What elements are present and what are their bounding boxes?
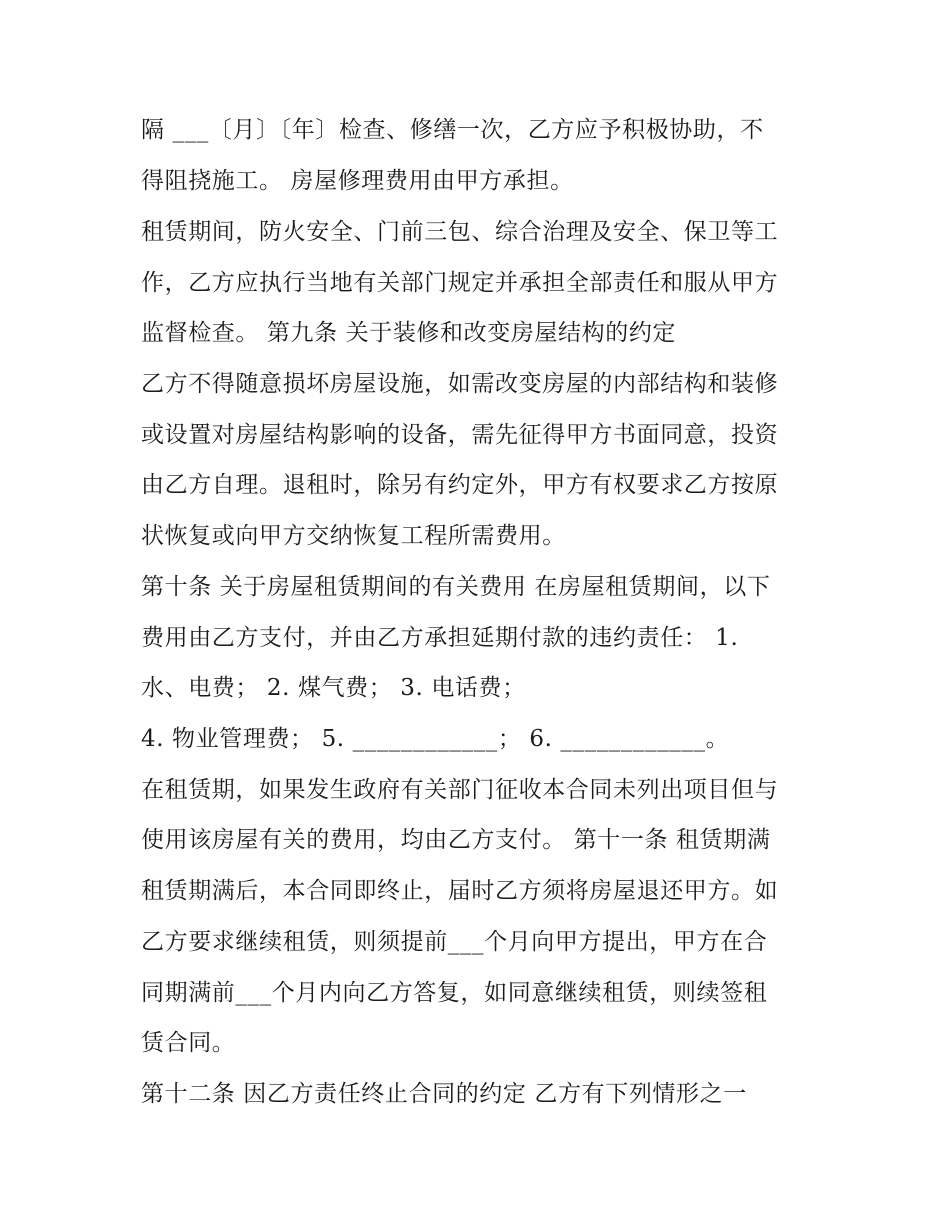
text-line: 水、电费； 2. 煤气费； 3. 电话费； [141, 675, 526, 701]
text-line: 隔 ___〔月〕〔年〕检查、修缮一次，乙方应予积极协助，不 [141, 117, 764, 143]
text-line: 赁合同。 [141, 1030, 236, 1056]
text-line: 费用由乙方支付，并由乙方承担延期付款的违约责任： 1. [141, 625, 739, 651]
text-line: 第十二条 因乙方责任终止合同的约定 乙方有下列情形之一 [141, 1081, 747, 1107]
text-line: 4. 物业管理费； 5. ____________； 6. ____________。 [141, 726, 730, 752]
text-line: 得阻挠施工。 房屋修理费用由甲方承担。 [141, 168, 574, 194]
text-line: 乙方不得随意损坏房屋设施，如需改变房屋的内部结构和装修 [141, 371, 779, 397]
text-line: 乙方要求继续租赁，则须提前___个月向甲方提出，甲方在合 [141, 929, 768, 955]
text-line: 作，乙方应执行当地有关部门规定并承担全部责任和服从甲方 [141, 270, 779, 296]
text-line: 在租赁期，如果发生政府有关部门征收本合同未列出项目但与 [141, 777, 779, 803]
text-line: 第十条 关于房屋租赁期间的有关费用 在房屋租赁期间，以下 [141, 574, 771, 600]
text-line: 状恢复或向甲方交纳恢复工程所需费用。 [141, 523, 566, 549]
text-line: 同期满前___个月内向乙方答复，如同意继续租赁，则续签租 [141, 980, 768, 1006]
text-line: 或设置对房屋结构影响的设备，需先征得甲方书面同意，投资 [141, 422, 779, 448]
text-line: 使用该房屋有关的费用，均由乙方支付。 第十一条 租赁期满 [141, 827, 771, 853]
text-line: 由乙方自理。退租时，除另有约定外，甲方有权要求乙方按原 [141, 472, 779, 498]
text-line: 监督检查。 第九条 关于装修和改变房屋结构的约定 [141, 320, 677, 346]
text-line: 租赁期间，防火安全、门前三包、综合治理及安全、保卫等工 [141, 219, 779, 245]
text-line: 租赁期满后，本合同即终止，届时乙方须将房屋退还甲方。如 [141, 878, 779, 904]
